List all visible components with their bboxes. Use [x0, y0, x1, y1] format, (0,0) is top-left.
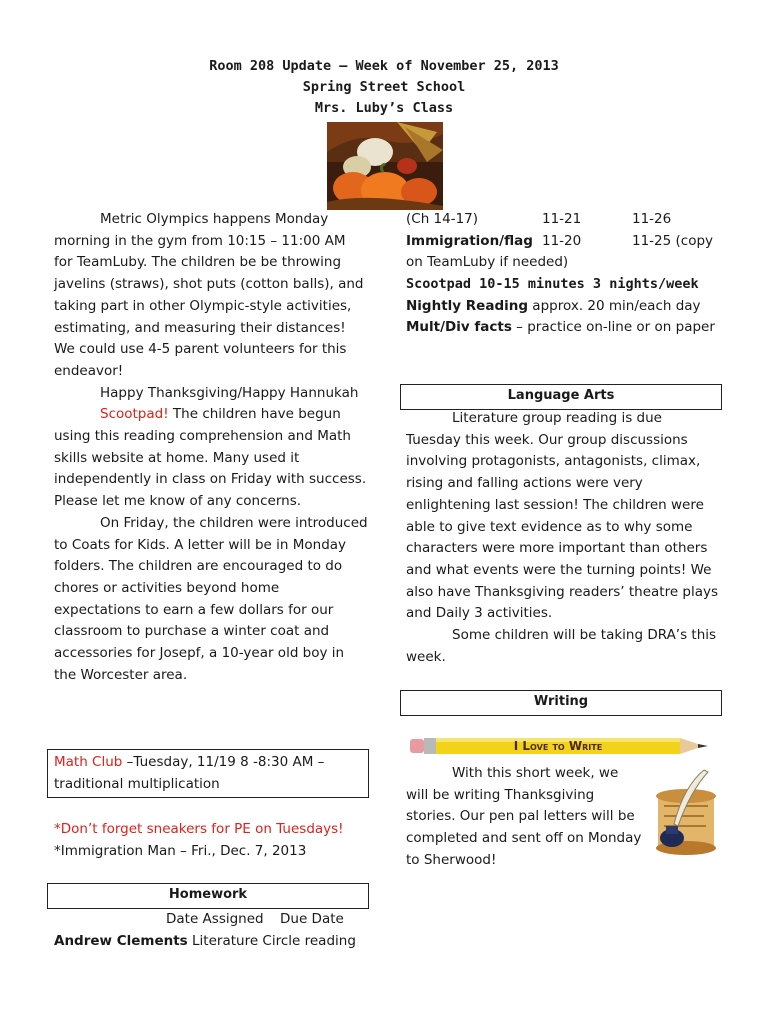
harvest-image	[327, 122, 443, 210]
nightly-text: approx. 20 min/each day	[528, 297, 701, 314]
immigration-due: 11-25 (copy	[632, 232, 714, 249]
immigration-continued: on TeamLuby if needed)	[406, 254, 569, 271]
mult-label: Mult/Div facts	[406, 319, 512, 336]
writing-paragraph: With this short week, we will be writing Thanksgiving stories. Our pen pal letters will be completed and sent off on Monday to Sherwood!	[406, 765, 642, 868]
dra-paragraph: Some children will be taking DRA’s this week.	[406, 627, 717, 665]
nightly-reading	[406, 296, 726, 318]
writing-section	[406, 763, 644, 872]
coats-for-kids-paragraph: On Friday, the children were introduced to Coats for Kids. A letter will be in Monday folders. The children are encouraged to do chores or activities beyond home expectations to earn a few dollars for our classroom to purchase a winter coat and accessories for Josepf, a 10-year old boy in the Worcester area.	[54, 514, 368, 683]
scootpad-text: The children have begun using this reading comprehension and Math skills website at home. Many used it independently in class on Friday with success. Please let me know of any concerns.	[54, 406, 367, 510]
reminders	[54, 819, 374, 862]
homework-heading: Homework	[47, 883, 369, 909]
math-club-box	[47, 749, 369, 798]
right-column	[406, 209, 726, 339]
metric-olympics-paragraph: Metric Olympics happens Monday morning in the gym from 10:15 – 11:00 AM for TeamLuby. The children be be throwing javelins (straws), shot puts (cotton balls), and taking part in other Olympic-style activities, estimating, and measuring their distances! We could use 4-5 parent volunteers for this endeavor!	[54, 211, 364, 379]
literature-paragraph: Literature group reading is due Tuesday this week. Our group discussions involving protagonists, antagonists, climax, rising and falling actions were very enlightening last session! The children were able to give text evidence as to why some characters were more important than others and what events were the turning points! We also have Thanksgiving readers’ theatre plays and Daily 3 activities.	[406, 410, 719, 622]
sneakers-reminder: *Don’t forget sneakers for PE on Tuesdays!	[54, 821, 344, 837]
math-club-label: Math Club	[54, 754, 123, 770]
clements-label: Andrew Clements	[54, 932, 188, 949]
writing-heading: Writing	[400, 690, 722, 716]
due-date-header: Due Date	[280, 911, 344, 927]
immigration-assigned: 11-20	[542, 232, 582, 249]
school-name: Spring Street School	[302, 79, 466, 95]
math-club-text: –Tuesday, 11/19 8 -8:30 AM – traditional multiplication	[54, 754, 325, 792]
homework-list	[54, 909, 374, 952]
mult-div-facts	[406, 317, 726, 339]
language-arts-heading: Language Arts	[400, 384, 722, 410]
thanksgiving-line: Happy Thanksgiving/Happy Hannukah	[100, 384, 359, 401]
chapters-label: (Ch 14-17)	[406, 211, 479, 227]
pencil-text: I Love to Write	[513, 739, 603, 753]
nightly-label: Nightly Reading	[406, 297, 529, 314]
date-assigned-header: Date Assigned	[166, 911, 264, 927]
newsletter-title: Room 208 Update – Week of November 25, 2013	[209, 58, 559, 74]
scootpad-homework: Scootpad 10-15 minutes 3 nights/week	[406, 276, 699, 293]
mult-text: – practice on-line or on paper	[511, 319, 715, 336]
homework-clements	[54, 931, 374, 953]
language-arts-section	[406, 408, 720, 668]
scootpad-label: Scootpad!	[100, 406, 169, 423]
scootpad-paragraph	[54, 404, 368, 513]
immigration-man-reminder: *Immigration Man – Fri., Dec. 7, 2013	[54, 842, 307, 859]
homework-column-headers	[54, 909, 374, 931]
left-column	[54, 209, 368, 686]
chapters-due: 11-26	[632, 211, 672, 227]
homework-row-chapters	[406, 209, 726, 231]
quill-and-scroll-icon	[644, 766, 732, 862]
class-name: Mrs. Luby’s Class	[314, 100, 454, 116]
chapters-assigned: 11-21	[542, 211, 582, 227]
clements-text: Literature Circle reading	[187, 932, 356, 949]
pencil-banner	[408, 734, 714, 758]
immigration-label: Immigration/flag	[406, 232, 533, 249]
homework-row-immigration	[406, 231, 726, 253]
